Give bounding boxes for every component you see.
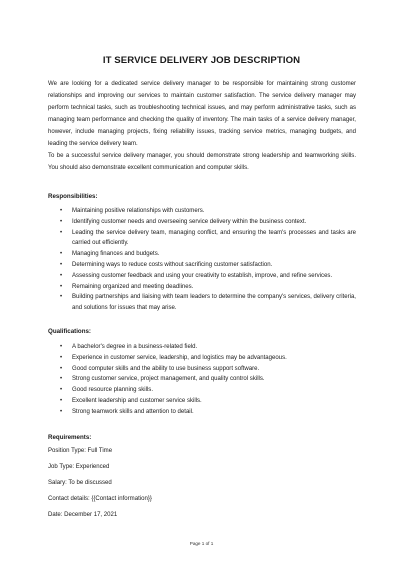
list-item-text: Managing finances and budgets. — [72, 251, 160, 258]
salary: Salary: To be discussed — [48, 480, 112, 486]
date: Date: December 17, 2021 — [48, 512, 118, 518]
bullet-icon: • — [60, 272, 63, 279]
bullet-icon: • — [60, 344, 63, 350]
list-item-text: Strong teamwork skills and attention to detail. — [72, 408, 194, 415]
list-item-text: Experience in customer service, leadership, and logistics may be advantageous. — [72, 354, 287, 361]
responsibilities-heading: Responsibilities: — [48, 193, 98, 200]
list-item-text: Excellent leadership and customer service skills. — [72, 397, 202, 404]
bullet-icon: • — [60, 397, 63, 404]
list-item — [48, 353, 356, 364]
list-item — [48, 249, 356, 260]
bullet-icon: • — [60, 229, 63, 236]
bullet-icon: • — [60, 218, 63, 225]
list-item — [48, 342, 356, 353]
list-item — [48, 407, 356, 418]
list-item-text: Building partnerships and liaising with team leaders to determine the company's services, delivery criteria, and solutions for issues that may arise. — [72, 294, 356, 312]
list-item-text: Good computer skills and the ability to use business support software. — [72, 365, 260, 372]
bullet-icon: • — [60, 208, 63, 214]
bullet-icon: • — [60, 365, 63, 372]
contact-details: Contact details: {{Contact information}} — [48, 496, 152, 502]
bullet-icon: • — [60, 251, 63, 258]
qualifications-list — [48, 342, 356, 418]
position-type: Position Type: Full Time — [48, 448, 113, 454]
page-footer: Page 1 of 1 — [189, 541, 214, 546]
intro-paragraph: We are looking for a dedicated service delivery manager to be responsible for maintaining strong customer relationships and improving our services to maintain customer satisfaction. The service delivery manager may perform technical tasks, such as troubleshooting technical issues, and may perform administrative tasks, such as managing team performance and checking the quality of inventory. The main tasks of a service delivery manager, however, include managing projects, fixing reliability issues, tracking service metrics, managing budgets, and leading the service delivery team. — [48, 81, 356, 147]
qualifications-heading: Qualifications: — [48, 328, 91, 335]
list-item-text: Strong customer service, project management, and quality control skills. — [72, 376, 265, 383]
bullet-icon: • — [60, 261, 63, 268]
list-item — [48, 292, 356, 314]
list-item-text: A bachelor's degree in a business-related field. — [72, 344, 198, 350]
bullet-icon: • — [60, 354, 63, 361]
intro-paragraph-2: To be a successful service delivery manager, you should demonstrate strong leadership and teamworking skills. You should also demonstrate excellent communication and computer skills. — [48, 153, 356, 171]
list-item-text: Remaining organized and meeting deadlines. — [72, 283, 194, 290]
list-item-text: Leading the service delivery team, managing conflict, and ensuring the team's processes and tasks are carried out efficiently. — [72, 229, 356, 247]
list-item — [48, 217, 356, 228]
bullet-icon: • — [60, 408, 63, 415]
bullet-icon: • — [60, 283, 63, 290]
list-item — [48, 396, 356, 407]
list-item — [48, 228, 356, 250]
list-item — [48, 260, 356, 271]
responsibilities-list — [48, 206, 356, 314]
list-item-text: Identifying customer needs and overseeing service delivery within the business context. — [72, 218, 307, 225]
list-item — [48, 385, 356, 396]
list-item — [48, 206, 356, 217]
list-item-text: Maintaining positive relationships with customers. — [72, 208, 205, 214]
list-item — [48, 282, 356, 293]
list-item — [48, 374, 356, 385]
page-title: IT SERVICE DELIVERY JOB DESCRIPTION — [102, 55, 301, 66]
list-item — [48, 271, 356, 282]
list-item-text: Good resource planning skills. — [72, 387, 154, 394]
list-item-text: Determining ways to reduce costs without sacrificing customer satisfaction. — [72, 261, 273, 268]
bullet-icon: • — [60, 387, 63, 394]
list-item — [48, 364, 356, 375]
job-type: Job Type: Experienced — [48, 464, 110, 470]
requirements-heading: Requirements: — [48, 434, 92, 441]
list-item-text: Assessing customer feedback and using your creativity to establish, improve, and refine services. — [72, 272, 333, 279]
bullet-icon: • — [60, 294, 63, 301]
bullet-icon: • — [60, 376, 63, 383]
